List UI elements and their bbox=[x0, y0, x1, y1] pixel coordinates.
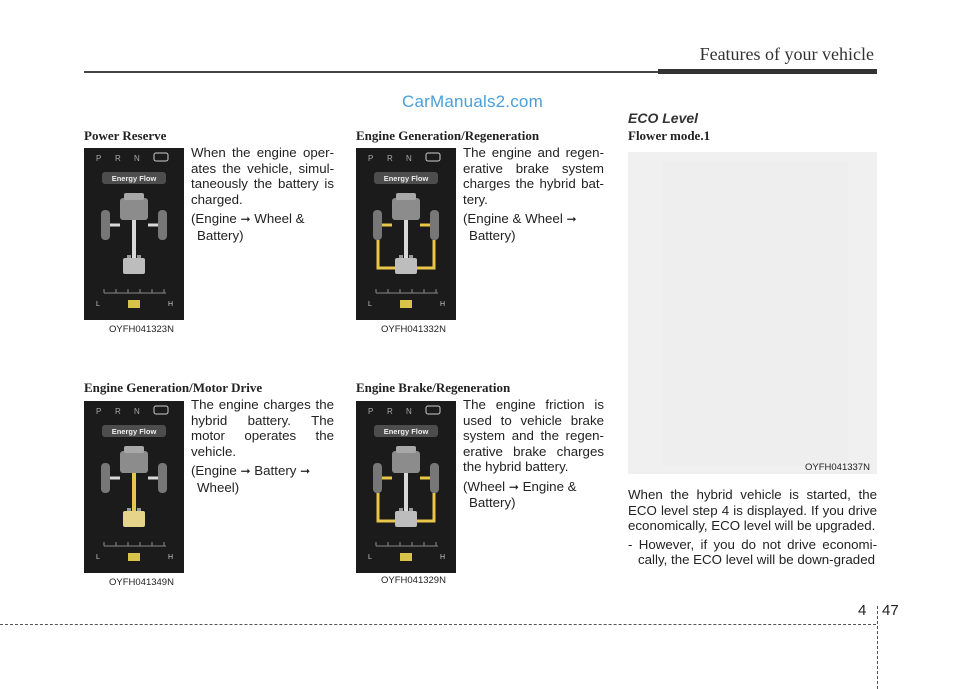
section-flow: (Engine ➞ Battery ➞ Wheel) bbox=[191, 463, 311, 495]
gauge-low-label: L bbox=[368, 554, 372, 561]
gear-indicator: P bbox=[96, 407, 102, 416]
energy-flow-label: Energy Flow bbox=[383, 174, 429, 183]
section-text-engine-generation-regeneration bbox=[463, 145, 604, 247]
eco-bullet: - However, if you do not drive economi-cally, the ECO level will be down-graded bbox=[628, 536, 877, 567]
gear-indicator: R bbox=[387, 154, 393, 163]
gear-indicator: N bbox=[406, 154, 412, 163]
gear-indicator: P bbox=[96, 154, 102, 163]
figure-caption: OYFH041329N bbox=[381, 575, 446, 586]
section-text-engine-brake-regeneration bbox=[463, 397, 604, 515]
flower-mode-figure bbox=[628, 152, 877, 474]
engine-icon bbox=[392, 193, 420, 220]
section-description: The engine charges the hybrid battery. The motor operates the vehicle. bbox=[191, 397, 334, 459]
section-heading-engine-generation-regeneration: Engine Generation/Regeneration bbox=[356, 128, 540, 143]
engine-icon bbox=[120, 446, 148, 473]
gear-indicator: R bbox=[115, 154, 121, 163]
energy-flow-label: Energy Flow bbox=[111, 427, 157, 436]
figure-caption: OYFH041349N bbox=[109, 577, 174, 588]
header-rule-accent bbox=[658, 69, 877, 74]
flower-mode-heading: Flower mode.1 bbox=[628, 128, 711, 143]
gauge-high-label: H bbox=[440, 301, 446, 308]
gear-indicator: R bbox=[115, 407, 121, 416]
section-heading-engine-generation-motor-drive: Engine Generation/Motor Drive bbox=[84, 380, 263, 395]
section-description: When the engine oper-ates the vehicle, simul-taneously the battery is charged. bbox=[191, 145, 334, 207]
arrow-icon: ➞ bbox=[300, 464, 311, 478]
gear-indicator: R bbox=[387, 407, 393, 416]
section-description: The engine and regen-erative brake system charges the hybrid bat-tery. bbox=[463, 145, 604, 207]
gear-indicator: P bbox=[368, 154, 374, 163]
section-flow: (Engine & Wheel ➞ Battery) bbox=[463, 211, 577, 243]
chapter-number: 4 bbox=[858, 602, 867, 619]
energy-flow-screen-engine-generation-motor-drive bbox=[84, 401, 184, 573]
energy-flow-screen-engine-brake-regeneration bbox=[356, 401, 456, 573]
arrow-icon: ➞ bbox=[240, 464, 251, 478]
eco-level-heading: ECO Level bbox=[628, 110, 699, 126]
gauge-low-label: L bbox=[96, 301, 100, 308]
engine-icon bbox=[392, 446, 420, 473]
section-text-engine-generation-motor-drive bbox=[191, 397, 334, 499]
header-rule bbox=[84, 71, 658, 73]
eco-level-text bbox=[628, 487, 877, 571]
gauge-high-label: H bbox=[440, 554, 446, 561]
page-number: 47 bbox=[882, 602, 899, 619]
gauge-high-label: H bbox=[168, 301, 174, 308]
energy-flow-label: Energy Flow bbox=[383, 427, 429, 436]
eco-paragraph: When the hybrid vehicle is started, the ECO level step 4 is displayed. If you drive economically, ECO level will be upgraded. bbox=[628, 487, 877, 533]
arrow-icon: ➞ bbox=[508, 479, 519, 494]
figure-caption: OYFH041337N bbox=[805, 462, 870, 473]
engine-icon bbox=[120, 193, 148, 220]
figure-caption: OYFH041332N bbox=[381, 324, 446, 335]
footer-rule bbox=[0, 624, 876, 625]
footer-divider bbox=[877, 606, 878, 689]
section-heading-engine-brake-regeneration: Engine Brake/Regeneration bbox=[356, 380, 511, 395]
section-flow: (Engine ➞ Wheel & Battery) bbox=[191, 211, 305, 243]
arrow-icon: ➞ bbox=[240, 212, 251, 226]
energy-flow-label: Energy Flow bbox=[111, 174, 157, 183]
gauge-low-label: L bbox=[368, 301, 372, 308]
gauge-high-label: H bbox=[168, 554, 174, 561]
gauge-low-label: L bbox=[96, 554, 100, 561]
section-flow: (Wheel ➞ Engine & Battery) bbox=[463, 478, 577, 510]
figure-caption: OYFH041323N bbox=[109, 324, 174, 335]
energy-flow-screen-power-reserve bbox=[84, 148, 184, 320]
gear-indicator: P bbox=[368, 407, 374, 416]
gear-indicator: N bbox=[134, 154, 140, 163]
watermark: CarManuals2.com bbox=[402, 92, 543, 111]
arrow-icon: ➞ bbox=[566, 212, 577, 226]
section-heading-power-reserve: Power Reserve bbox=[84, 128, 167, 143]
section-text-power-reserve bbox=[191, 145, 334, 247]
gear-indicator: N bbox=[406, 407, 412, 416]
flower-mode-image bbox=[662, 162, 848, 466]
gear-indicator: N bbox=[134, 407, 140, 416]
energy-flow-screen-engine-generation-regeneration bbox=[356, 148, 456, 320]
section-description: The engine friction is used to vehicle brake system and the regen-erative brake charges the hybrid battery. bbox=[463, 397, 604, 474]
header-title: Features of your vehicle bbox=[699, 44, 874, 64]
